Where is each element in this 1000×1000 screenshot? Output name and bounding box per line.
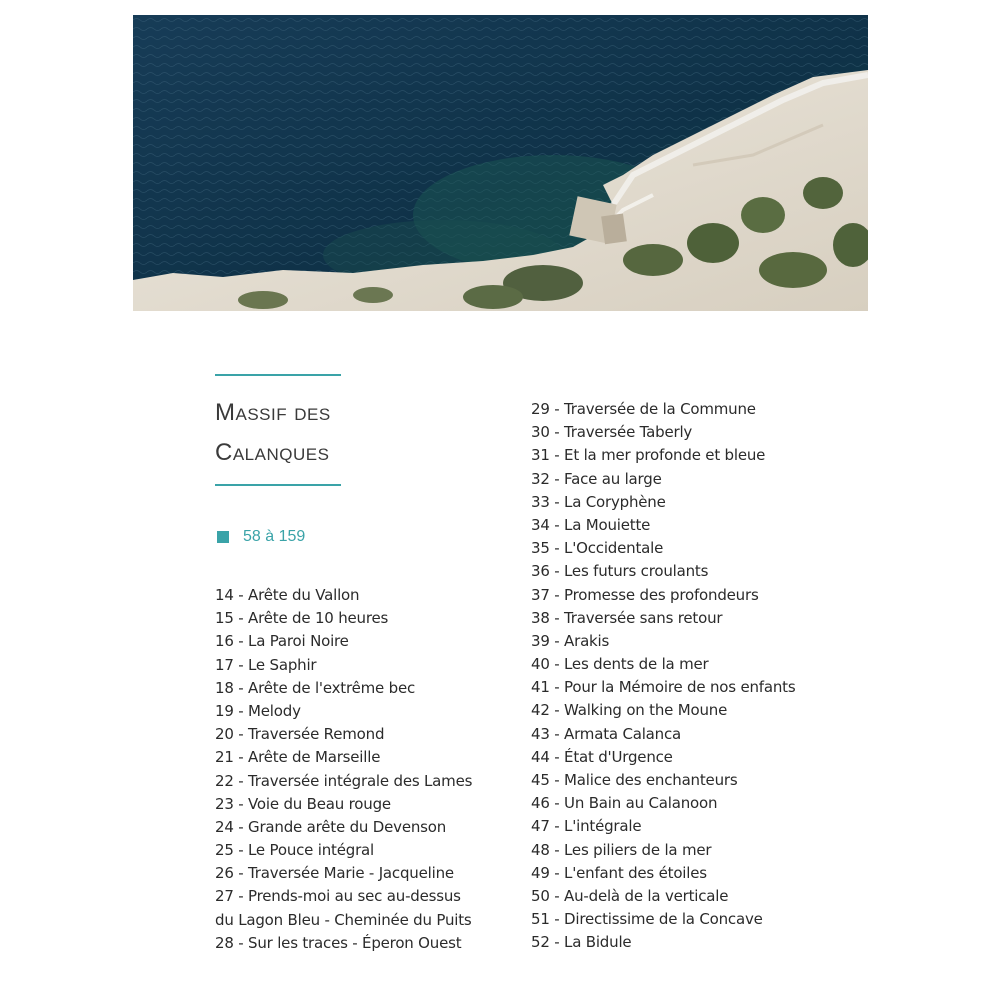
route-item: 14 - Arête du Vallon xyxy=(215,586,360,604)
section-title-line-1: Massif des xyxy=(215,399,331,426)
route-item: 24 - Grande arête du Devenson xyxy=(215,817,447,836)
route-item: 52 - La Bidule xyxy=(531,933,632,952)
route-item: 33 - La Coryphène xyxy=(531,492,666,511)
route-item: 15 - Arête de 10 heures xyxy=(215,609,389,628)
route-item: 42 - Walking on the Moune xyxy=(531,701,728,720)
route-item: 30 - Traversée Taberly xyxy=(531,423,693,442)
route-item: 38 - Traversée sans retour xyxy=(531,608,723,627)
section-title xyxy=(215,393,515,473)
route-item: 49 - L'enfant des étoiles xyxy=(531,863,707,882)
route-item: 51 - Directissime de la Concave xyxy=(531,910,763,929)
route-item: 45 - Malice des enchanteurs xyxy=(531,771,738,789)
route-item: 26 - Traversée Marie - Jacqueline xyxy=(215,864,454,883)
route-item: 25 - Le Pouce intégral xyxy=(215,841,374,860)
divider-top xyxy=(215,374,341,376)
route-item-continuation: du Lagon Bleu - Cheminée du Puits xyxy=(215,910,472,929)
route-item: 21 - Arête de Marseille xyxy=(215,748,381,767)
route-item: 27 - Prends-moi au sec au-dessus xyxy=(215,887,461,906)
route-item: 37 - Promesse des profondeurs xyxy=(531,585,759,604)
route-item: 19 - Melody xyxy=(215,701,301,720)
route-item: 41 - Pour la Mémoire de nos enfants xyxy=(531,678,796,697)
section-title-line-2: Calanques xyxy=(215,439,330,466)
route-item: 23 - Voie du Beau rouge xyxy=(215,794,391,813)
route-item: 20 - Traversée Remond xyxy=(215,725,385,744)
route-item: 46 - Un Bain au Calanoon xyxy=(531,794,718,813)
route-item: 36 - Les futurs croulants xyxy=(531,562,709,581)
page-range xyxy=(217,527,305,547)
route-list-right xyxy=(531,398,795,955)
route-item: 17 - Le Saphir xyxy=(215,655,317,674)
route-item: 18 - Arête de l'extrême bec xyxy=(215,678,416,697)
calanques-aerial-photo xyxy=(133,15,868,311)
route-item: 28 - Sur les traces - Éperon Ouest xyxy=(215,933,462,952)
route-item: 40 - Les dents de la mer xyxy=(531,655,709,674)
route-item: 35 - L'Occidentale xyxy=(531,539,664,558)
divider-bottom xyxy=(215,484,341,486)
route-item: 34 - La Mouiette xyxy=(531,515,651,534)
route-list-left xyxy=(215,584,472,955)
route-item: 44 - État d'Urgence xyxy=(531,747,673,766)
route-item: 31 - Et la mer profonde et bleue xyxy=(531,446,766,465)
route-item: 16 - La Paroi Noire xyxy=(215,632,349,651)
route-item: 50 - Au-delà de la verticale xyxy=(531,886,729,905)
route-item: 39 - Arakis xyxy=(531,631,610,650)
route-item: 22 - Traversée intégrale des Lames xyxy=(215,771,473,790)
coastline-illustration xyxy=(133,15,868,311)
route-item: 32 - Face au large xyxy=(531,469,662,488)
route-item: 47 - L'intégrale xyxy=(531,817,642,836)
route-item: 29 - Traversée de la Commune xyxy=(531,400,756,418)
square-bullet-icon xyxy=(217,531,229,543)
route-item: 43 - Armata Calanca xyxy=(531,724,682,743)
page-range-label: 58 à 159 xyxy=(243,528,306,545)
route-item: 48 - Les piliers de la mer xyxy=(531,840,712,859)
